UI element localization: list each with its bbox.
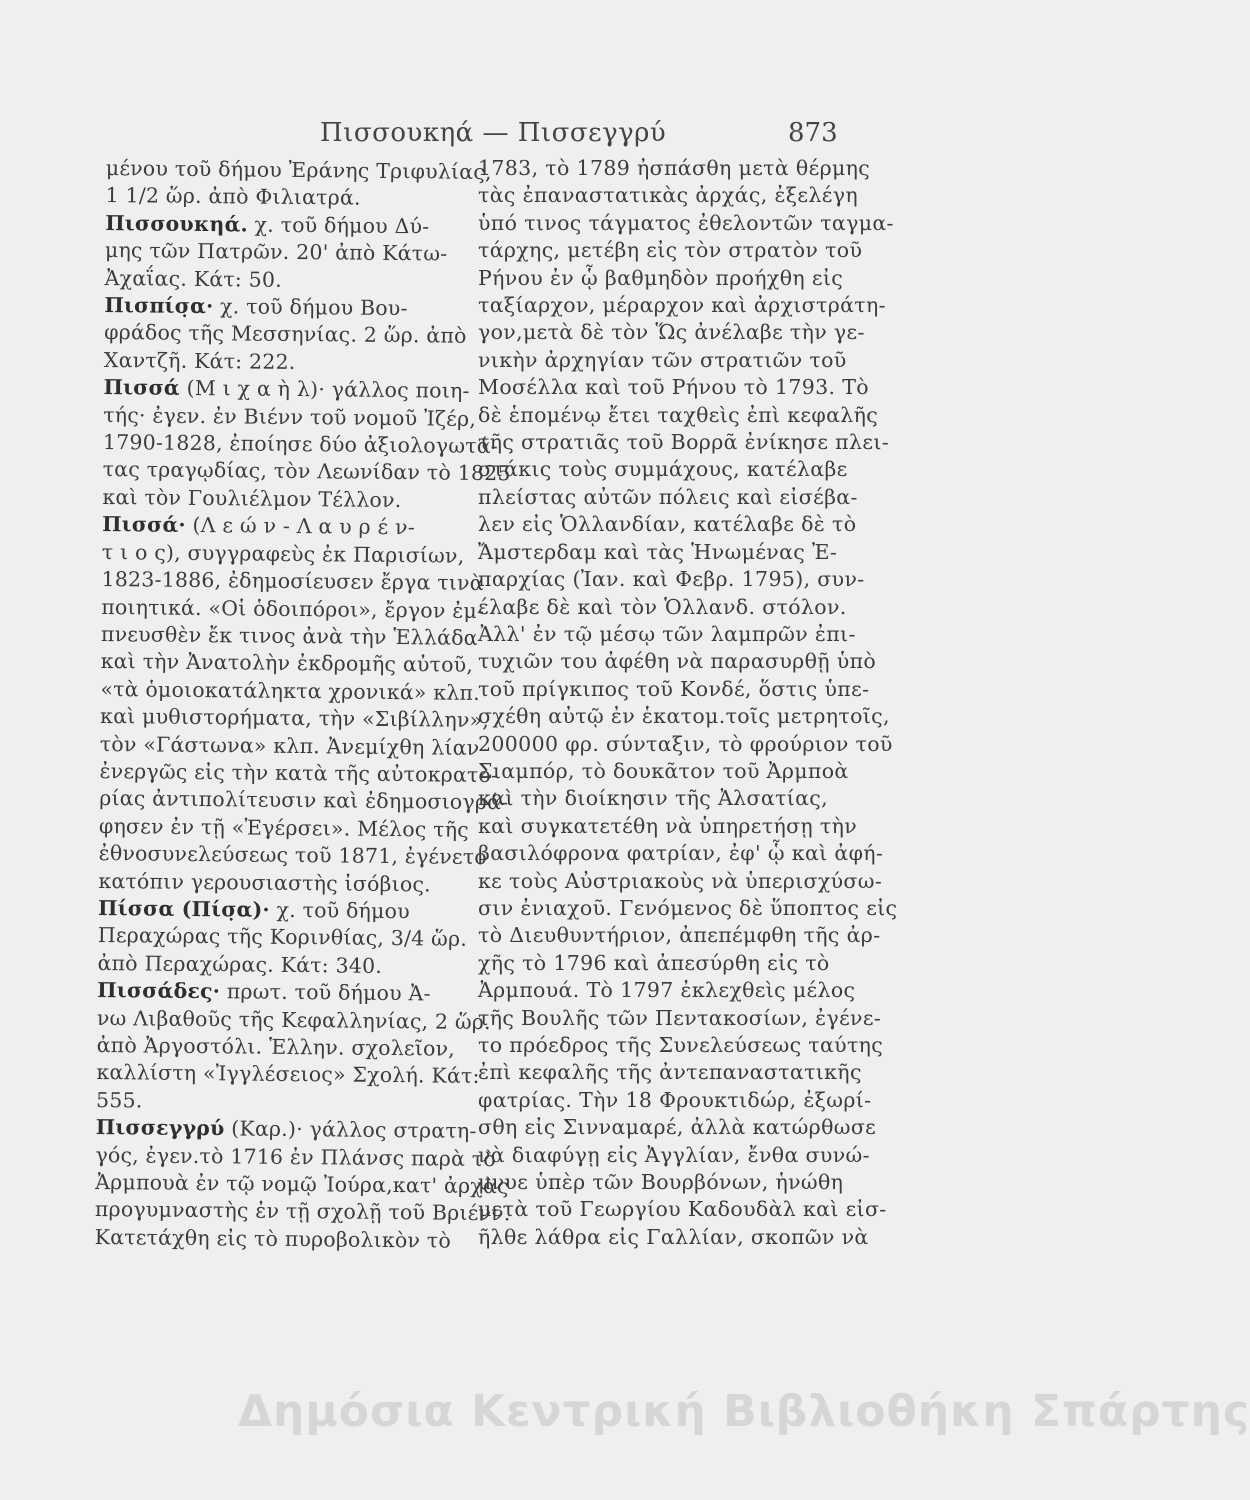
text-line [96,1087,468,1118]
text-line [102,484,474,515]
line-text: μης τῶν Πατρῶν. 20' ἀπὸ Κάτω- [104,238,448,266]
text-line [103,402,475,433]
line-text: καὶ τὴν Ἀνατολὴν ἐκδρομῆς αὐτοῦ, [100,649,474,678]
line-text: 1823-1886, ἐδημοσίευσεν ἔργα τινὰ [101,567,484,596]
text-line: ὑπό τινος τάγματος ἐθελοντῶν ταγμα- [478,210,894,235]
entry-headword: Πισσά [103,375,180,401]
entry-headword: Πίσσα (Πίσ̣α)· [97,895,270,922]
line-text: φησεν ἐν τῇ «Ἐγέρσει». Μέλος τῆς [98,813,470,842]
entry-headword: Πισπίσ̣α· [104,293,214,319]
text-line [97,950,469,981]
text-line: Σιαμπόρ, τὸ δουκᾶτον τοῦ Ἀρμποὰ [478,758,849,783]
text-line [101,593,485,624]
text-line [102,511,474,542]
text-line [95,1169,509,1200]
left-column [94,155,511,1255]
text-line [105,182,477,213]
text-line: τοῦ πρίγκιπος τοῦ Κονδέ, ὅστις ὑπε- [478,676,870,701]
text-line: λεν εἰς Ὁλλανδίαν, κατέλαβε δὲ τὸ [478,512,857,537]
line-text: χ. τοῦ δήμου [269,897,410,924]
text-line: νὰ διαφύγῃ εἰς Ἀγγλίαν, ἔνθα συνώ- [478,1142,870,1167]
line-text: 1790-1828, ἐποίησε δύο ἀξιολογωτά- [102,430,499,459]
text-line [96,1005,491,1036]
entry-headword: Πισσεγγρύ [95,1115,225,1141]
text-line: Ρήνου ἐν ᾧ βαθμηδὸν προήχθη εἰς [478,265,844,290]
text-line [99,813,471,844]
line-text: Χαντζῆ. Κάτ: 222. [103,347,296,374]
text-line: Ἄμστερδαμ καὶ τὰς Ἡνωμένας Ἐ- [478,539,838,564]
text-line [101,648,473,679]
line-text: φράδος τῆς Μεσσηνίας. 2 ὥρ. ἀπὸ [104,320,467,349]
text-line: παρχίας (Ἰαν. καὶ Φεβρ. 1795), συν- [478,567,865,592]
text-line: τῆς στρατιᾶς τοῦ Βορρᾶ ἐνίκησε πλει- [478,430,889,455]
text-line: τὸ Διευθυντήριον, ἀπεπέμφθη τῆς ἀρ- [478,923,881,948]
entry-headword: Πισσάδες· [97,978,221,1004]
text-line: βασιλόφρονα φατρίαν, ἐφ' ᾧ καὶ ἀφή- [478,841,884,866]
line-text: νω Λιβαθοῦς τῆς Κεφαλληνίας, 2 ὥρ. [96,1005,491,1034]
line-text: (Καρ.)· γάλλος στρατη- [224,1116,477,1144]
text-line [95,1224,467,1255]
text-line: Ἀρμπουά. Τὸ 1797 ἐκλεχθεὶς μέλος [478,978,856,1003]
line-text: «τὰ ὁμοιοκατάληκτα χρονικά» κλπ. [100,676,481,705]
text-line: Ἀλλ' ἐν τῷ μέσῳ τῶν λαμπρῶν ἐπι- [478,621,856,646]
line-text: ἐθνοσυνελεύσεως τοῦ 1871, ἐγένετο [98,841,487,870]
text-line: δὲ ἑπομένῳ ἔτει ταχθεὶς ἐπὶ κεφαλῆς [478,402,879,427]
text-line: σθη εἰς Σινναμαρέ, ἀλλὰ κατώρθωσε [478,1115,877,1140]
line-text: κατόπιν γερουσιαστὴς ἰσόβιος. [98,868,431,897]
text-line [104,292,476,323]
text-line [102,456,511,487]
line-text: Κατετάχθη εἰς τὸ πυροβολικὸν τὸ [94,1224,452,1253]
text-line [96,1059,480,1090]
text-line [99,730,480,761]
text-line [98,922,470,953]
text-line: τῆς Βουλῆς τῶν Πεντακοσίων, ἐγένε- [478,1005,882,1030]
text-line [101,566,484,597]
line-text: Περαχώρας τῆς Κορινθίας, 3/4 ὥρ. [97,923,468,952]
text-line [98,895,470,926]
text-line [97,977,469,1008]
text-line [104,347,476,378]
text-line: πλείστας αὐτῶν πόλεις καὶ εἰσέβα- [478,484,858,509]
line-text: προγυμναστὴς ἐν τῇ σχολῇ τοῦ Βριένν. [94,1197,511,1226]
line-text: πνευσθὲν ἔκ τινος ἀνὰ τὴν Ἑλλάδα [100,621,478,650]
text-line [104,319,476,350]
text-line: τάρχης, μετέβη εἰς τὸν στρατὸν τοῦ [478,238,863,263]
text-line [102,539,474,570]
text-line [105,265,477,296]
line-text: μένου τοῦ δήμου Ἐράνης Τριφυλίας, [105,155,492,185]
text-line [97,1032,469,1063]
text-line: Μοσέλλα καὶ τοῦ Ρήνου τὸ 1793. Τὸ [478,375,869,400]
line-text: καὶ τὸν Γουλιέλμον Τέλλον. [102,484,402,512]
text-line [102,429,499,460]
text-line: μνυε ὑπὲρ τῶν Βουρβόνων, ἡνώθη [478,1170,844,1195]
text-line: τὰς ἐπαναστατικὰς ἀρχάς, ἐξελέγη [478,183,858,208]
page-number: 873 [788,118,838,148]
line-text: (Μ ι χ α ὴ λ)· γάλλος ποιη- [179,376,470,404]
page-header [0,118,1049,158]
text-line: 200000 φρ. σύνταξιν, τὸ φρούριον τοῦ [478,731,893,756]
text-line: σιν ἐνιαχοῦ. Γενόμενος δὲ ὕποπτος εἰς [478,895,898,920]
text-line: μετὰ τοῦ Γεωργίου Καδουδὰλ καὶ εἰσ- [478,1197,887,1222]
text-line: φατρίας. Τὴν 18 Φρουκτιδώρ, ἐξωρί- [478,1087,872,1112]
entry-headword: Πισσά· [102,512,186,538]
text-line: γον,μετὰ δὲ τὸν Ὥς ἀνέλαβε τὴν γε- [478,320,865,345]
text-line: στάκις τοὺς συμμάχους, κατέλαβε [478,457,848,482]
text-line: καὶ συγκατετέθη νὰ ὑπηρετήσῃ τὴν [478,813,858,838]
text-line: καὶ τὴν διοίκησιν τῆς Ἀλσατίας, [478,786,829,811]
line-text: τὸν «Γάστωνα» κλπ. Ἀνεμίχθη λίαν [99,731,480,760]
page-title: Πισσουκηά — Πισσεγγρύ [320,118,667,148]
text-line: 1783, τὸ 1789 ἠσπάσθη μετὰ θέρμης [478,156,871,180]
line-text: γός, ἐγεν.τὸ 1716 ἐν Πλάνσς παρὰ τὸ [95,1142,497,1171]
text-line [103,374,475,405]
text-line: ῆλθε λάθρα εἰς Γαλλίαν, σκοπῶν νὰ [478,1224,869,1249]
entry-headword: Πισσουκηά. [105,210,249,237]
line-text: τής· ἐγεν. ἐν Βιένν τοῦ νομοῦ Ἰζέρ, [103,402,477,431]
text-line [100,676,481,707]
text-line [105,237,477,268]
library-watermark: Δημόσια Κεντρική Βιβλιοθήκη Σπάρτης [238,1386,1250,1437]
line-text: 1 1/2 ὥρ. ἀπὸ Φιλιατρά. [105,183,361,211]
line-text: ἀπὸ Ἀργοστόλι. Ἑλλην. σχολεῖον, [96,1032,456,1061]
text-line [99,703,490,734]
text-line: χῆς τὸ 1796 καὶ ἀπεσύρθη εἰς τὸ [478,950,830,975]
line-text: ρίας ἀντιπολίτευσιν καὶ ἐδημοσιογρά- [99,786,509,815]
text-line: έλαβε δὲ καὶ τὸν Ὁλλανδ. στόλον. [478,594,847,619]
line-text: καλλίστη «Ἰγγλέσειος» Σχολή. Κάτ: [96,1060,480,1089]
text-line [99,758,499,789]
text-line: κε τοὺς Αὐστριακοὺς νὰ ὑπερισχύσω- [478,868,883,893]
text-line: σχέθη αὐτῷ ἐν ἑκατομ.τοῖς μετρητοῖς, [478,704,890,729]
text-line: νικὴν ἀρχηγίαν τῶν στρατιῶν τοῦ [478,347,847,372]
text-line [99,785,509,816]
line-text: Ἀχαΐας. Κάτ: 50. [104,265,283,292]
text-line: τυχιῶν του ἀφέθη νὰ παρασυρθῇ ὑπὸ [478,649,877,674]
line-text: ποιητικά. «Οἱ ὁδοιπόροι», ἔργον ἐμ- [101,594,485,623]
line-text: τας τραγῳδίας, τὸν Λεωνίδαν τὸ 1825 [102,457,511,486]
text-line [105,210,477,241]
line-text: ἐνεργῶς εἰς τὴν κατὰ τῆς αὐτοκρατο- [99,758,499,788]
text-line: ἐπὶ κεφαλῆς τῆς ἀντεπαναστατικῆς [478,1060,862,1085]
text-line: ταξίαρχον, μέραρχον καὶ ἀρχιστράτη- [478,293,886,318]
line-text: (Λ ε ώ ν - Λ α υ ρ έ ν- [185,513,416,540]
text-line [95,1114,477,1145]
line-text: πρωτ. τοῦ δήμου Ἀ- [219,979,431,1006]
text-line [105,155,492,186]
line-text: 555. [95,1087,143,1113]
right-column [478,155,898,1251]
line-text: Ἀρμπουὰ ἐν τῷ νομῷ Ἰούρα,κατ' ἀρχὰς [95,1169,509,1199]
text-line [95,1142,497,1173]
text-line [98,868,470,899]
text-line [98,840,487,871]
line-text: καὶ μυθιστορήματα, τὴν «Σιβίλλην», [99,704,490,733]
line-text: χ. τοῦ δήμου Βου- [213,294,408,321]
text-line [94,1196,511,1227]
text-line [100,621,478,652]
line-text: χ. τοῦ δήμου Δύ- [247,212,430,239]
line-text: ἀπὸ Περαχώρας. Κάτ: 340. [97,950,383,978]
line-text: τ ι ο ς), συγγραφεὺς ἐκ Παρισίων, [101,539,465,568]
text-line: το πρόεδρος τῆς Συνελεύσεως ταύτης [478,1033,884,1057]
